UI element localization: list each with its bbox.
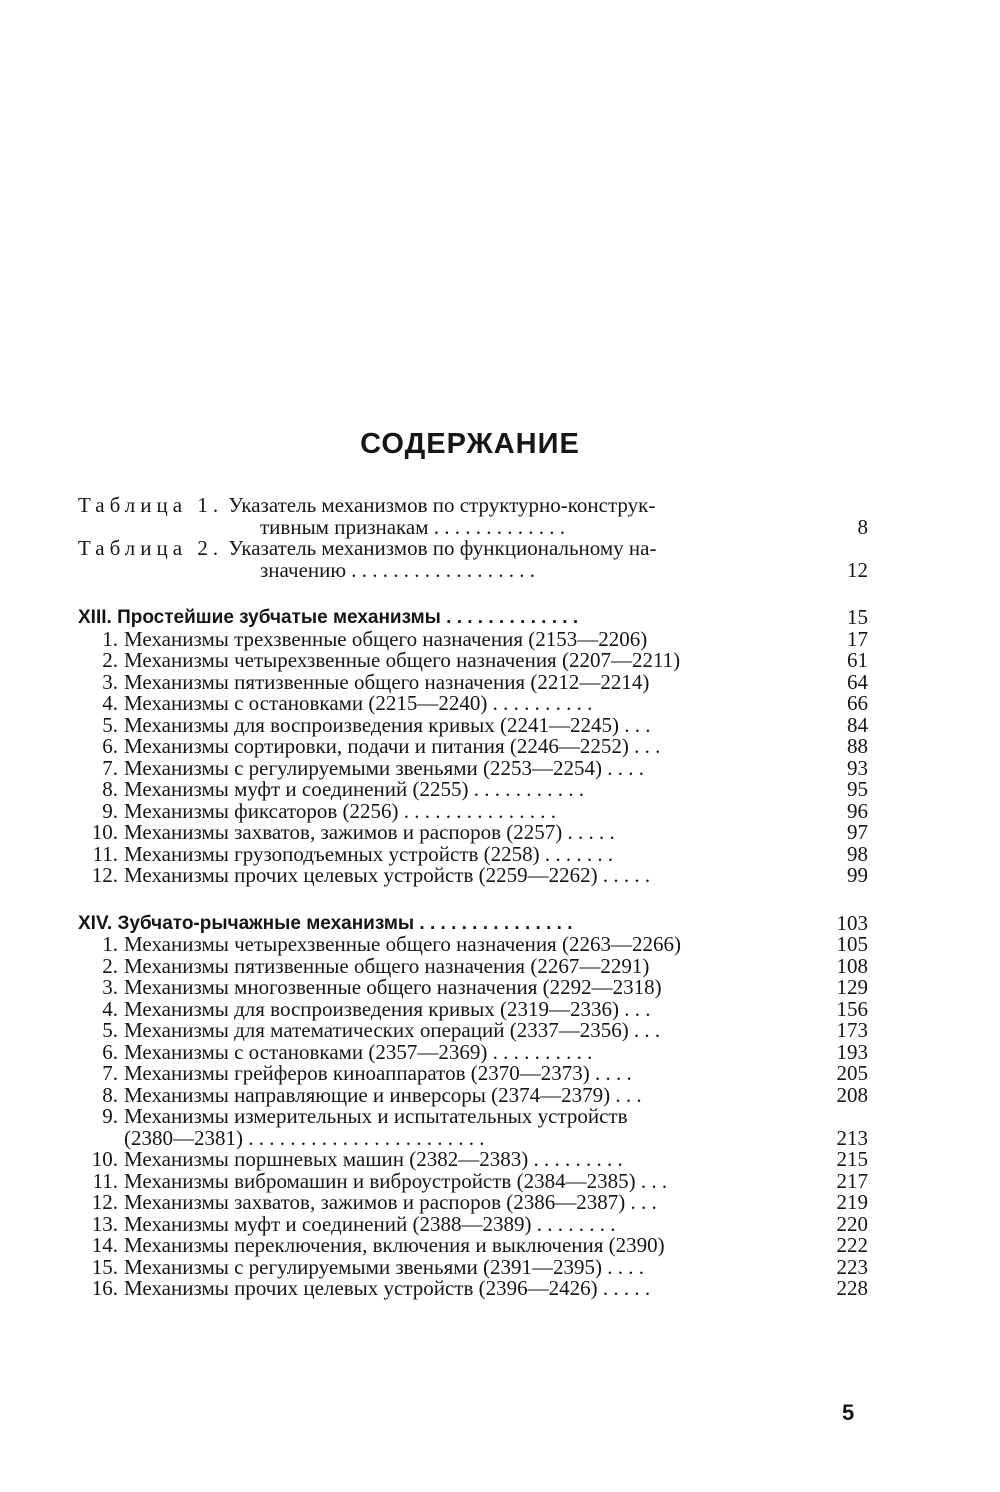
entry-page: 213: [836, 1125, 868, 1150]
entry-title: Механизмы с остановками (2357—2369) . . . . . . . . . .: [124, 1039, 593, 1064]
toc-entry: [78, 650, 868, 672]
toc-table-2-line1: [78, 538, 868, 560]
entry-number: 4.: [102, 996, 118, 1021]
section-xiii-heading: [78, 607, 868, 629]
toc-entry: [78, 822, 868, 844]
toc-entry: [78, 934, 868, 956]
entry-number: 1.: [102, 626, 118, 651]
entry-title: Механизмы пятизвенные общего назначения (2212—2214): [124, 669, 650, 694]
entry-title: Механизмы поршневых машин (2382—2383) . . . . . . . . .: [124, 1147, 623, 1171]
table-1-page: 8: [857, 514, 868, 539]
toc-entry: [78, 1278, 868, 1300]
toc-entry: [78, 669, 868, 694]
entry-page: 99: [847, 863, 868, 887]
entry-number: 11.: [92, 841, 118, 866]
entry-number: 7.: [102, 1061, 118, 1085]
toc-entry: [78, 1192, 868, 1214]
entry-title: Механизмы муфт и соединений (2255) . . . . . . . . . . .: [124, 777, 584, 801]
toc-entry: [78, 1211, 868, 1236]
section-xiii-title: XIII. Простейшие зубчатые механизмы . . . . . . . . . . . . .: [78, 607, 579, 628]
entry-number: 16.: [91, 1276, 118, 1300]
toc-entry: [78, 1106, 868, 1128]
table-1-title-cont: тивным признакам . . . . . . . . . . . . .: [260, 514, 566, 539]
entry-number: 13.: [91, 1211, 118, 1236]
entry-title: Механизмы четырехзвенные общего назначения (2207—2211): [124, 648, 681, 672]
toc-entry-continuation: [78, 1125, 868, 1150]
page-title: СОДЕРЖАНИЕ: [360, 428, 580, 460]
toc-entry: [78, 1063, 868, 1085]
toc-entry: [78, 865, 868, 887]
table-1-label: Таблица 1.: [78, 493, 224, 517]
entry-page: 64: [847, 669, 868, 694]
entry-number: 10.: [91, 1147, 118, 1171]
entry-number: 9.: [102, 1104, 118, 1128]
entry-title: Механизмы для воспроизведения кривых (2319—2336) . . .: [124, 996, 651, 1021]
table-2-title-cont: значению . . . . . . . . . . . . . . . . . .: [260, 557, 536, 582]
entry-number: 11.: [92, 1168, 118, 1193]
entry-page: 217: [836, 1168, 868, 1193]
entry-title: Механизмы пятизвенные общего назначения (2267—2291): [124, 953, 650, 978]
entry-number: 5.: [102, 1018, 118, 1042]
entry-title: Механизмы четырехзвенные общего назначения (2263—2266): [124, 932, 681, 956]
toc-entry: [78, 1235, 868, 1257]
entry-page: 98: [847, 841, 868, 866]
entry-page: 222: [836, 1233, 868, 1257]
toc-entry: [78, 712, 868, 737]
toc-table-2-line2: [78, 557, 868, 582]
toc-table-1-line2: [78, 514, 868, 539]
entry-page: 93: [847, 755, 868, 780]
toc-entry: [78, 953, 868, 978]
entry-number: 5.: [102, 712, 118, 737]
entry-page: 96: [847, 798, 868, 823]
table-of-contents: [78, 495, 868, 1300]
entry-title: Механизмы измерительных и испытательных устройств: [124, 1104, 628, 1128]
entry-page: 61: [847, 648, 868, 672]
toc-entry: [78, 1149, 868, 1171]
entry-title: Механизмы с остановками (2215—2240) . . . . . . . . . .: [124, 691, 593, 715]
toc-entry: [78, 779, 868, 801]
toc-entry: [78, 1168, 868, 1193]
entry-number: 6.: [102, 734, 118, 758]
toc-table-1-line1: [78, 495, 868, 517]
entry-number: 3.: [102, 975, 118, 999]
entry-title: Механизмы с регулируемыми звеньями (2253—2254) . . . .: [124, 755, 644, 780]
entry-title: Механизмы трехзвенные общего назначения (2153—2206): [124, 626, 648, 651]
entry-title: Механизмы сортировки, подачи и питания (2246—2252) . . .: [124, 734, 661, 758]
table-2-label: Таблица 2.: [78, 536, 224, 560]
entry-page: 105: [836, 932, 868, 956]
entry-page: 219: [836, 1190, 868, 1214]
toc-entry: [78, 1254, 868, 1279]
entry-page: 220: [836, 1211, 868, 1236]
entry-number: 14.: [91, 1233, 118, 1257]
entry-page: 193: [836, 1039, 868, 1064]
entry-page: 156: [836, 996, 868, 1021]
entry-title: Механизмы с регулируемыми звеньями (2391—2395) . . . .: [124, 1254, 644, 1279]
table-1-title: Указатель механизмов по структурно-конструк-: [228, 493, 656, 517]
entry-number: 6.: [102, 1039, 118, 1064]
entry-title: Механизмы муфт и соединений (2388—2389) . . . . . . . .: [124, 1211, 616, 1236]
entry-page: 108: [836, 953, 868, 978]
toc-entry: [78, 626, 868, 651]
section-xiii-page: 15: [847, 605, 868, 629]
entry-page: 17: [847, 626, 868, 651]
entry-page: 84: [847, 712, 868, 737]
entry-title: Механизмы прочих целевых устройств (2259—2262) . . . . .: [124, 863, 651, 887]
entry-page: 205: [836, 1061, 868, 1085]
entry-page: 223: [836, 1254, 868, 1279]
toc-entry: [78, 1039, 868, 1064]
entry-page: 208: [836, 1082, 868, 1107]
section-xiv-page: 103: [836, 910, 868, 935]
entry-page: 66: [847, 691, 868, 715]
entry-number: 12.: [91, 1190, 118, 1214]
entry-title: Механизмы для математических операций (2337—2356) . . .: [124, 1018, 661, 1042]
toc-entry: [78, 977, 868, 999]
toc-entry: [78, 841, 868, 866]
toc-entry: [78, 755, 868, 780]
toc-entry: [78, 693, 868, 715]
table-2-title: Указатель механизмов по функциональному на-: [228, 536, 657, 560]
entry-number: 2.: [102, 648, 118, 672]
page-number: 5: [842, 1400, 855, 1425]
entry-number: 1.: [102, 932, 118, 956]
entry-page: 215: [836, 1147, 868, 1171]
entry-number: 9.: [102, 798, 118, 823]
toc-entry: [78, 1082, 868, 1107]
entry-page: 129: [836, 975, 868, 999]
table-2-page: 12: [847, 557, 868, 582]
toc-entry: [78, 736, 868, 758]
entry-title: Механизмы грейферов киноаппаратов (2370—2373) . . . .: [124, 1061, 632, 1085]
section-xiv-title: XIV. Зубчато-рычажные механизмы . . . . . . . . . . . . . . .: [78, 912, 573, 934]
entry-number: 12.: [91, 863, 118, 887]
toc-entry: [78, 1020, 868, 1042]
entry-title: Механизмы фиксаторов (2256) . . . . . . . . . . . . . . .: [124, 798, 557, 823]
entry-title: Механизмы для воспроизведения кривых (2241—2245) . . .: [124, 712, 651, 737]
entry-title: Механизмы захватов, зажимов и распоров (2257) . . . . .: [124, 820, 615, 844]
entry-number: 8.: [102, 777, 118, 801]
toc-entry: [78, 996, 868, 1021]
toc-entry: [78, 798, 868, 823]
section-xiv-heading: [78, 910, 868, 935]
entry-number: 4.: [102, 691, 118, 715]
entry-number: 3.: [102, 669, 118, 694]
entry-page: 228: [836, 1276, 868, 1300]
entry-title: Механизмы захватов, зажимов и распоров (2386—2387) . . .: [124, 1190, 657, 1214]
entry-title-cont: (2380—2381) . . . . . . . . . . . . . . . . . . . . . . .: [124, 1125, 485, 1150]
entry-title: Механизмы грузоподъемных устройств (2258) . . . . . . .: [124, 841, 614, 866]
entry-number: 8.: [102, 1082, 118, 1107]
entry-page: 95: [847, 777, 868, 801]
entry-page: 97: [847, 820, 868, 844]
entry-title: Механизмы вибромашин и виброустройств (2384—2385) . . .: [124, 1168, 668, 1193]
entry-number: 15.: [91, 1254, 118, 1279]
entry-title: Механизмы прочих целевых устройств (2396—2426) . . . . .: [124, 1276, 651, 1300]
entry-title: Механизмы направляющие и инверсоры (2374—2379) . . .: [124, 1082, 642, 1107]
entry-number: 10.: [91, 820, 118, 844]
entry-title: Механизмы переключения, включения и выключения (2390): [124, 1233, 665, 1257]
entry-page: 88: [847, 734, 868, 758]
entry-number: 7.: [102, 755, 118, 780]
entry-number: 2.: [102, 953, 118, 978]
entry-page: 173: [836, 1018, 868, 1042]
entry-title: Механизмы многозвенные общего назначения (2292—2318): [124, 975, 662, 999]
